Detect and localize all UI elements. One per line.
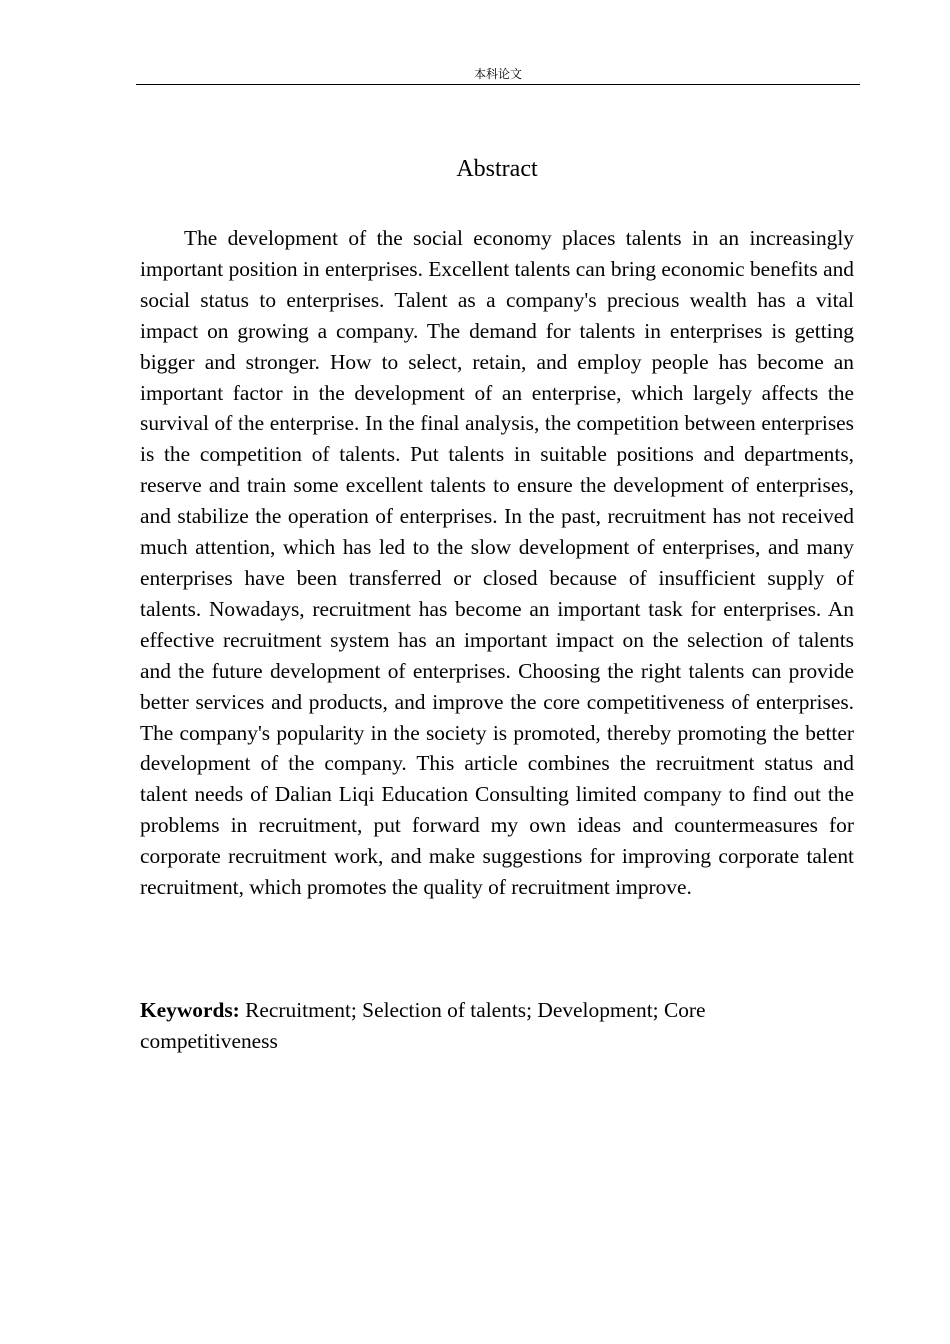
page-header (136, 64, 860, 85)
keywords-text: Recruitment; Selection of talents; Development; Core competitiveness (140, 998, 706, 1053)
keywords-line (140, 995, 760, 1057)
keywords-label: Keywords: (140, 998, 240, 1022)
header-title: 本科论文 (473, 67, 522, 81)
abstract-paragraph: The development of the social economy places talents in an increasingly important position in enterprises. Excellent talents can bring economic benefits and social status to enterprises. Talent as a company's precious wealth has a vital impact on growing a company. The demand for talents in enterprises is getting bigger and stronger. How to select, retain, and employ people has become an important factor in the development of an enterprise, which largely affects the survival of the enterprise. In the final analysis, the competition between enterprises is the competition of talents. Put talents in suitable positions and departments, reserve and train some excellent talents to ensure the development of enterprises, and stabilize the operation of enterprises. In the past, recruitment has not received much attention, which has led to the slow development of enterprises, and many enterprises have been transferred or closed because of insufficient supply of talents. Nowadays, recruitment has become an important task for enterprises. An effective recruitment system has an important impact on the selection of talents and the future development of enterprises. Choosing the right talents can provide better services and products, and improve the core competitiveness of enterprises. The company's popularity in the society is promoted, thereby promoting the better development of the company. This article combines the recruitment status and talent needs of Dalian Liqi Education Consulting limited company to find out the problems in recruitment, put forward my own ideas and countermeasures for corporate recruitment work, and make suggestions for improving corporate talent recruitment, which promotes the quality of recruitment improve. (140, 226, 854, 900)
abstract-heading: Abstract (456, 156, 538, 182)
